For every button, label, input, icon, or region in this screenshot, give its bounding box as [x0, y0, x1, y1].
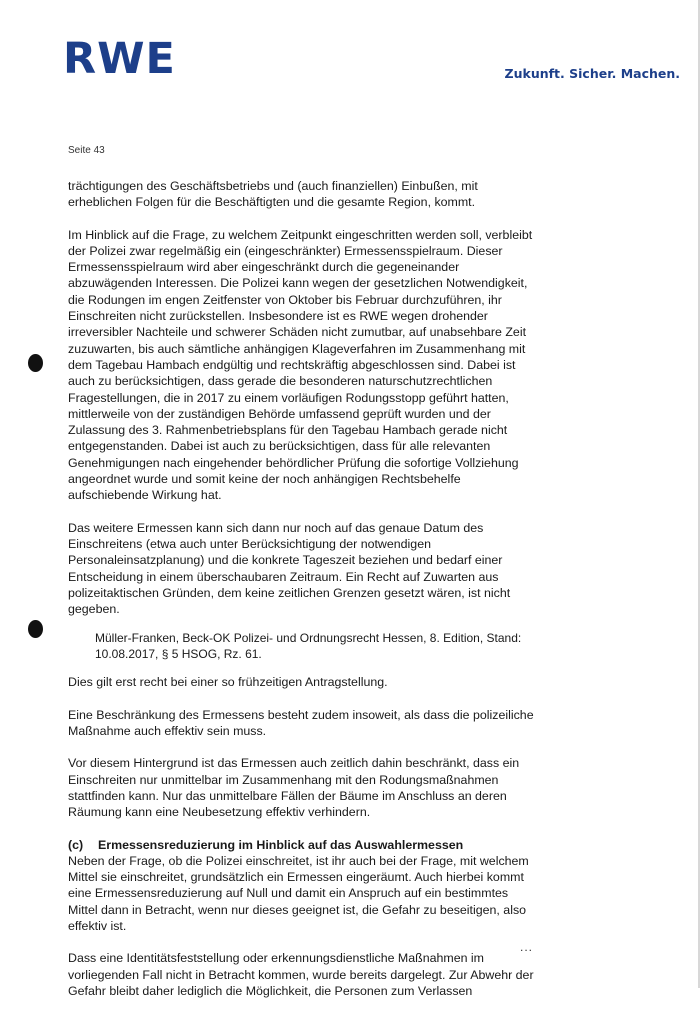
- paragraph: Neben der Frage, ob die Polizei einschreitet, ist ihr auch bei der Frage, mit welchem Mittel sie einschreitet, grundsätzlich ein Ermessen eingeräumt. Auch hierbei kommt eine Ermessensreduzierung auf Null und damit ein Anspruch auf ein bestimmtes Mittel dann in Betracht, wenn nur dieses geeignet ist, die Gefahr zu beseitigen, also effektiv ist.: [68, 853, 529, 933]
- citation: Müller-Franken, Beck-OK Polizei- und Ordnungsrecht Hessen, 8. Edition, Stand: 10.08.2017, § 5 HSOG, Rz. 61.: [95, 631, 522, 661]
- paragraph: Eine Beschränkung des Ermessens besteht zudem insoweit, als dass die polizeiliche Maßnahme auch effektiv sein muss.: [68, 707, 534, 739]
- section-label: (c): [68, 837, 84, 852]
- paragraph: Dies gilt erst recht bei einer so frühzeitigen Antragstellung.: [68, 675, 388, 690]
- rwe-logo: RWE: [63, 34, 176, 84]
- continuation-mark: ...: [520, 940, 534, 954]
- company-slogan: Zukunft. Sicher. Machen.: [504, 66, 680, 81]
- paragraph: Dass eine Identitätsfeststellung oder erkennungsdienstliche Maßnahmen im vorliegenden Fall nicht in Betracht kommen, wurde bereits dargelegt. Zur Abwehr der Gefahr bleibt daher lediglich die Möglichkeit, die Personen zum Verlassen: [68, 951, 534, 998]
- paragraph: Im Hinblick auf die Frage, zu welchem Zeitpunkt eingeschritten werden soll, verbleibt der Polizei zwar regelmäßig ein (eingeschränkter) Ermessensspielraum. Dieser Ermessensspielraum wird aber eingeschränkt durch die gegeneinander abzuwägenden Interessen. Die Polizei kann wegen der gesetzlichen Notwendigkeit, die Rodungen im engen Zeitfenster von Oktober bis Februar durchzuführen, ihr Einschreiten nicht zurückstellen. Insbesondere ist es RWE wegen drohender irreversibler Nachteile und schwerer Schäden nicht zumutbar, auf unabsehbare Zeit zuzuwarten, bis auch sämtliche anhängigen Klageverfahren im Zusammenhang mit dem Tagebau Hambach endgültig und rechtskräftig abgeschlossen sind. Dabei ist auch zu berücksichtigen, dass gerade die besonderen naturschutzrechtlichen Fragestellungen, die in 2017 zu einem vorläufigen Rodungsstopp geführt hatten, mittlerweile von der zuständigen Behörde umfassend geprüft wurden und der Zulassung des 3. Rahmenbetriebsplans für den Tagebau Hambach gerade nicht entgegenstanden. Dabei ist auch zu berücksichtigen, dass für alle relevanten Genehmigungen nach eingehender behördlicher Prüfung die sofortige Vollziehung angeordnet wurde und somit keine der noch anhängigen Rechtsbehelfe aufschiebende Wirkung hat.: [68, 227, 533, 503]
- section-title: Ermessensreduzierung im Hinblick auf das Auswahlermessen: [98, 837, 464, 852]
- paragraph: Das weitere Ermessen kann sich dann nur noch auf das genaue Datum des Einschreitens (etwa auch unter Berücksichtigung der notwendigen Personaleinsatzplanung) und die konkrete Tageszeit beziehen und bedarf einer Entscheidung in einem überschaubaren Zeitraum. Ein Recht auf Zuwarten aus polizeitaktischen Gründen, dem keine zeitlichen Grenzen gesetzt wären, ist nicht gegeben.: [68, 520, 511, 617]
- document-body: [68, 178, 538, 1015]
- punch-hole-icon: [28, 354, 43, 372]
- section-heading: [68, 837, 538, 853]
- punch-hole-icon: [28, 620, 43, 638]
- page-number: Seite 43: [68, 145, 105, 156]
- paragraph: trächtigungen des Geschäftsbetriebs und (auch finanziellen) Einbußen, mit erheblichen Folgen für die Beschäftigten und die gesamte Region, kommt.: [68, 179, 478, 210]
- paragraph: Vor diesem Hintergrund ist das Ermessen auch zeitlich dahin beschränkt, dass ein Einschreiten nur unmittelbar im Zusammenhang mit den Rodungsmaßnahmen stattfinden kann. Nur das unmittelbare Fällen der Bäume im Anschluss an deren Räumung kann eine Neubesetzung effektiv verhindern.: [68, 756, 520, 820]
